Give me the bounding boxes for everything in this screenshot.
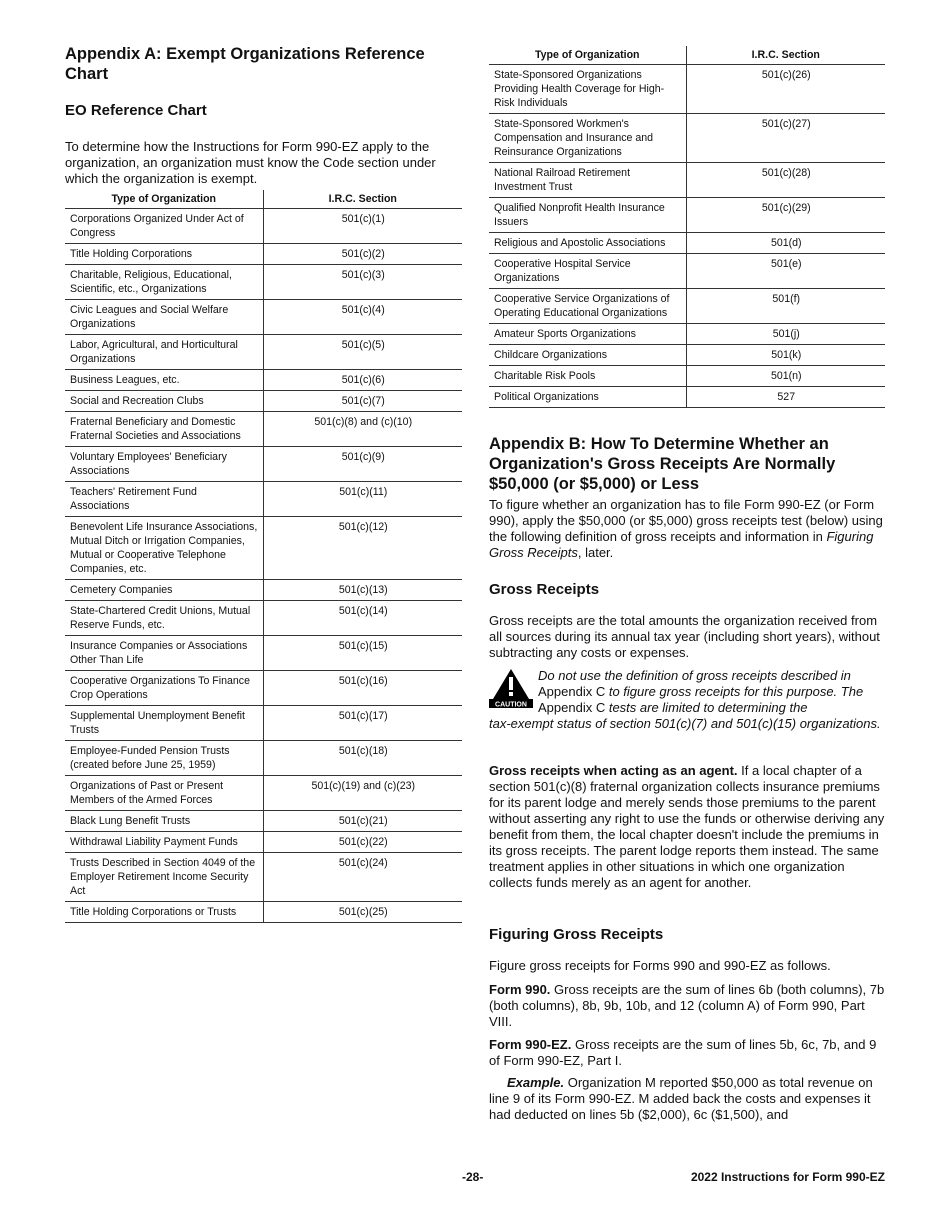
table-row bbox=[65, 244, 462, 265]
irc-section-cell: 501(c)(3) bbox=[263, 265, 462, 300]
organization-type-cell: Corporations Organized Under Act of Congress bbox=[65, 209, 263, 244]
irc-section-cell: 501(c)(24) bbox=[263, 853, 462, 902]
irc-section-cell: 501(c)(6) bbox=[263, 370, 462, 391]
table-row bbox=[65, 580, 462, 601]
figuring-text: Figure gross receipts for Forms 990 and 990-EZ as follows. bbox=[489, 958, 831, 973]
organization-type-cell: Employee-Funded Pension Trusts (created before June 25, 1959) bbox=[65, 741, 263, 776]
table-row bbox=[489, 198, 885, 233]
form-990-lead: Form 990. bbox=[489, 982, 551, 997]
table-row bbox=[65, 335, 462, 370]
irc-section-cell: 501(c)(14) bbox=[263, 601, 462, 636]
organization-type-cell: Charitable, Religious, Educational, Scientific, etc., Organizations bbox=[65, 265, 263, 300]
caution-line-2-text: to figure gross receipts for this purpose. The bbox=[605, 684, 864, 699]
table-row bbox=[65, 300, 462, 335]
organization-type-cell: Charitable Risk Pools bbox=[489, 366, 686, 387]
organization-type-cell: State-Sponsored Workmen's Compensation and Insurance and Reinsurance Organizations bbox=[489, 114, 686, 163]
table-row bbox=[489, 366, 885, 387]
table-row bbox=[65, 706, 462, 741]
organization-type-cell: Fraternal Beneficiary and Domestic Fraternal Societies and Associations bbox=[65, 412, 263, 447]
irc-section-cell: 501(c)(19) and (c)(23) bbox=[263, 776, 462, 811]
eo-reference-table-left bbox=[65, 190, 462, 923]
irc-section-cell: 501(k) bbox=[686, 345, 885, 366]
organization-type-cell: Supplemental Unemployment Benefit Trusts bbox=[65, 706, 263, 741]
irc-section-cell: 501(n) bbox=[686, 366, 885, 387]
column-header-type: Type of Organization bbox=[65, 190, 263, 209]
organization-type-cell: Title Holding Corporations bbox=[65, 244, 263, 265]
table-row bbox=[65, 265, 462, 300]
irc-section-cell: 501(c)(12) bbox=[263, 517, 462, 580]
table-row bbox=[65, 391, 462, 412]
caution-appendix-c-2: Appendix C bbox=[538, 700, 606, 715]
table-row bbox=[489, 65, 885, 114]
agent-paragraph bbox=[489, 763, 885, 891]
irc-section-cell: 501(d) bbox=[686, 233, 885, 254]
appendix-b-intro-text: To figure whether an organization has to file Form 990-EZ (or Form 990), apply the $50,000 (or $5,000) gross receipts test (below) using the following definition of gross receipts and information in bbox=[489, 497, 883, 544]
table-row bbox=[65, 209, 462, 244]
organization-type-cell: Qualified Nonprofit Health Insurance Issuers bbox=[489, 198, 686, 233]
form-990ez-paragraph bbox=[489, 1037, 885, 1069]
agent-lead: Gross receipts when acting as an agent. bbox=[489, 763, 738, 778]
appendix-a-intro: To determine how the Instructions for Form 990-EZ apply to the organization, an organization must know the Code section under which the organization is exempt. bbox=[65, 139, 436, 186]
organization-type-cell: State-Sponsored Organizations Providing Health Coverage for High-Risk Individuals bbox=[489, 65, 686, 114]
organization-type-cell: Childcare Organizations bbox=[489, 345, 686, 366]
table-row bbox=[489, 345, 885, 366]
table-header-row bbox=[65, 190, 462, 209]
organization-type-cell: Withdrawal Liability Payment Funds bbox=[65, 832, 263, 853]
table-row bbox=[65, 447, 462, 482]
appendix-b-intro-end: , later. bbox=[577, 545, 614, 560]
footer-doc-title: 2022 Instructions for Form 990-EZ bbox=[690, 1170, 885, 1184]
irc-section-cell: 501(c)(18) bbox=[263, 741, 462, 776]
table-row bbox=[65, 853, 462, 902]
organization-type-cell: Trusts Described in Section 4049 of the Employer Retirement Income Security Act bbox=[65, 853, 263, 902]
organization-type-cell: Cooperative Service Organizations of Operating Educational Organizations bbox=[489, 289, 686, 324]
table-row bbox=[65, 902, 462, 923]
table-row bbox=[489, 233, 885, 254]
form-990ez-lead: Form 990-EZ. bbox=[489, 1037, 572, 1052]
organization-type-cell: Political Organizations bbox=[489, 387, 686, 408]
table-row bbox=[489, 387, 885, 408]
example-text: Organization M reported $50,000 as total revenue on line 9 of its Form 990-EZ. M added back the costs and expenses it had deducted on lines 5b ($2,000), 6c ($1,500), and bbox=[489, 1075, 873, 1122]
irc-section-cell: 501(c)(1) bbox=[263, 209, 462, 244]
appendix-b-title: Appendix B: How To Determine Whether an Organization's Gross Receipts Are Normally $50,000 (or $5,000) or Less bbox=[489, 435, 836, 493]
irc-section-cell: 501(c)(21) bbox=[263, 811, 462, 832]
caution-line-3 bbox=[538, 700, 885, 716]
table-row bbox=[489, 254, 885, 289]
figuring-gross-receipts-heading: Figuring Gross Receipts bbox=[489, 926, 664, 943]
eo-reference-table-right bbox=[489, 46, 885, 408]
organization-type-cell: Amateur Sports Organizations bbox=[489, 324, 686, 345]
irc-section-cell: 501(e) bbox=[686, 254, 885, 289]
organization-type-cell: Cooperative Hospital Service Organizations bbox=[489, 254, 686, 289]
agent-text: If a local chapter of a section 501(c)(8) fraternal organization collects insurance premiums for its parent lodge and merely sends those premiums to the parent without asserting any right to use the funds or otherwise deriving any benefit from them, the local chapter doesn't include the premiums in its gross receipts. The parent lodge reports them instead. The same treatment applies in other situations in which one organization collects funds merely as an agent for another. bbox=[489, 763, 885, 890]
irc-section-cell: 501(c)(16) bbox=[263, 671, 462, 706]
table-row bbox=[65, 370, 462, 391]
column-header-section: I.R.C. Section bbox=[686, 46, 885, 65]
caution-label: CAUTION bbox=[495, 701, 527, 708]
table-row bbox=[65, 482, 462, 517]
irc-section-cell: 501(c)(29) bbox=[686, 198, 885, 233]
irc-section-cell: 501(c)(7) bbox=[263, 391, 462, 412]
table-row bbox=[65, 636, 462, 671]
irc-section-cell: 501(c)(15) bbox=[263, 636, 462, 671]
irc-section-cell: 501(c)(22) bbox=[263, 832, 462, 853]
organization-type-cell: Voluntary Employees' Beneficiary Associations bbox=[65, 447, 263, 482]
organization-type-cell: Social and Recreation Clubs bbox=[65, 391, 263, 412]
irc-section-cell: 501(c)(26) bbox=[686, 65, 885, 114]
table-row bbox=[65, 832, 462, 853]
caution-icon bbox=[489, 668, 533, 708]
organization-type-cell: Labor, Agricultural, and Horticultural Organizations bbox=[65, 335, 263, 370]
organization-type-cell: State-Chartered Credit Unions, Mutual Reserve Funds, etc. bbox=[65, 601, 263, 636]
example-paragraph bbox=[489, 1075, 885, 1123]
table-row bbox=[65, 517, 462, 580]
organization-type-cell: Benevolent Life Insurance Associations, Mutual Ditch or Irrigation Companies, Mutual or Cooperative Telephone Companies, etc. bbox=[65, 517, 263, 580]
organization-type-cell: Insurance Companies or Associations Other Than Life bbox=[65, 636, 263, 671]
table-row bbox=[489, 163, 885, 198]
organization-type-cell: Teachers' Retirement Fund Associations bbox=[65, 482, 263, 517]
appendix-a-title: Appendix A: Exempt Organizations Reference Chart bbox=[65, 45, 425, 83]
irc-section-cell: 501(c)(2) bbox=[263, 244, 462, 265]
caution-line-3-text: tests are limited to determining the bbox=[605, 700, 808, 715]
irc-section-cell: 501(c)(8) and (c)(10) bbox=[263, 412, 462, 447]
page-number: -28- bbox=[462, 1170, 484, 1184]
table-row bbox=[65, 601, 462, 636]
organization-type-cell: Cooperative Organizations To Finance Crop Operations bbox=[65, 671, 263, 706]
irc-section-cell: 501(c)(17) bbox=[263, 706, 462, 741]
table-row bbox=[65, 811, 462, 832]
organization-type-cell: National Railroad Retirement Investment Trust bbox=[489, 163, 686, 198]
form-990-paragraph bbox=[489, 982, 885, 1030]
irc-section-cell: 527 bbox=[686, 387, 885, 408]
irc-section-cell: 501(f) bbox=[686, 289, 885, 324]
table-row bbox=[65, 412, 462, 447]
table-row bbox=[65, 741, 462, 776]
irc-section-cell: 501(c)(4) bbox=[263, 300, 462, 335]
organization-type-cell: Organizations of Past or Present Members of the Armed Forces bbox=[65, 776, 263, 811]
caution-line-2 bbox=[538, 684, 885, 700]
irc-section-cell: 501(c)(25) bbox=[263, 902, 462, 923]
table-row bbox=[489, 324, 885, 345]
form-990-text: Gross receipts are the sum of lines 6b (both columns), 7b (both columns), 8b, 9b, 10b, and 12 (column A) of Form 990, Part VIII. bbox=[489, 982, 885, 1029]
irc-section-cell: 501(c)(5) bbox=[263, 335, 462, 370]
appendix-b-intro-italic: Figuring Gross Receipts bbox=[489, 529, 874, 560]
organization-type-cell: Cemetery Companies bbox=[65, 580, 263, 601]
form-990ez-text: Gross receipts are the sum of lines 5b, 6c, 7b, and 9 of Form 990-EZ, Part I. bbox=[489, 1037, 877, 1068]
irc-section-cell: 501(c)(13) bbox=[263, 580, 462, 601]
irc-section-cell: 501(c)(11) bbox=[263, 482, 462, 517]
organization-type-cell: Black Lung Benefit Trusts bbox=[65, 811, 263, 832]
irc-section-cell: 501(c)(28) bbox=[686, 163, 885, 198]
irc-section-cell: 501(c)(9) bbox=[263, 447, 462, 482]
caution-line-4: tax-exempt status of section 501(c)(7) and 501(c)(15) organizations. bbox=[489, 716, 881, 731]
gross-receipts-heading: Gross Receipts bbox=[489, 581, 600, 598]
organization-type-cell: Title Holding Corporations or Trusts bbox=[65, 902, 263, 923]
example-lead: Example. bbox=[507, 1075, 565, 1090]
organization-type-cell: Religious and Apostolic Associations bbox=[489, 233, 686, 254]
organization-type-cell: Business Leagues, etc. bbox=[65, 370, 263, 391]
table-row bbox=[65, 671, 462, 706]
table-row bbox=[65, 776, 462, 811]
irc-section-cell: 501(c)(27) bbox=[686, 114, 885, 163]
table-row bbox=[489, 289, 885, 324]
irc-section-cell: 501(j) bbox=[686, 324, 885, 345]
caution-appendix-c: Appendix C bbox=[538, 684, 606, 699]
appendix-b-intro bbox=[489, 497, 885, 561]
caution-block bbox=[489, 668, 885, 752]
gross-receipts-text: Gross receipts are the total amounts the organization received from all sources during its annual tax year (including short years), without subtracting any costs or expenses. bbox=[489, 613, 880, 660]
table-header-row bbox=[489, 46, 885, 65]
eo-chart-subtitle: EO Reference Chart bbox=[65, 102, 207, 119]
column-header-section: I.R.C. Section bbox=[263, 190, 462, 209]
caution-line-1: Do not use the definition of gross receipts described in bbox=[538, 668, 851, 683]
column-header-type: Type of Organization bbox=[489, 46, 686, 65]
table-row bbox=[489, 114, 885, 163]
organization-type-cell: Civic Leagues and Social Welfare Organizations bbox=[65, 300, 263, 335]
